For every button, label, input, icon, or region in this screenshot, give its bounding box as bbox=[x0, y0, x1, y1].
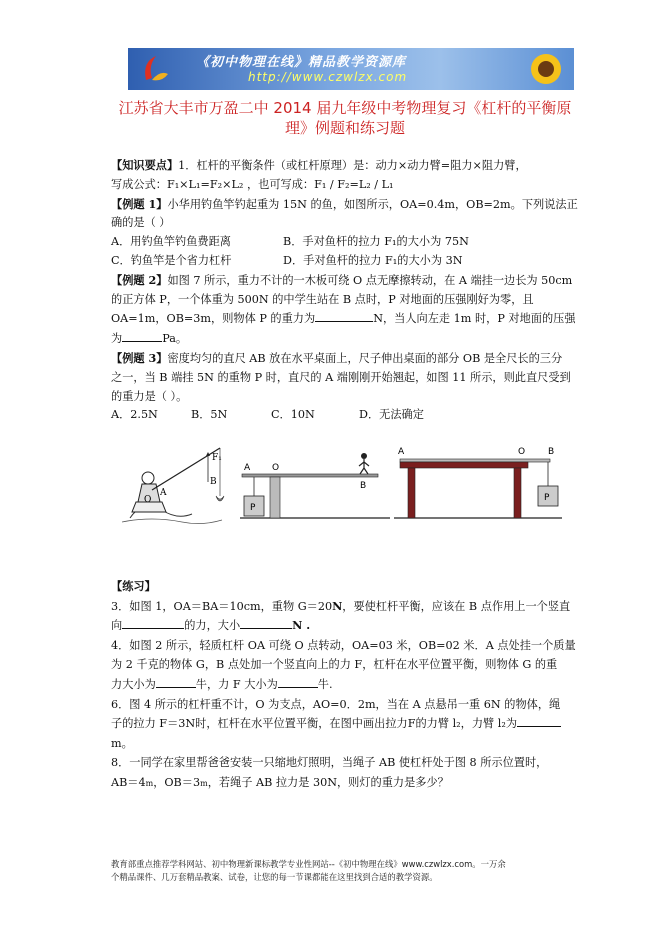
q3-text-b: ，要使杠杆平衡，应该在 B 点作用上一个竖直 bbox=[342, 599, 571, 613]
q3-text-d: 的力，大小 bbox=[184, 619, 241, 633]
fig2-label-b: B bbox=[360, 481, 367, 491]
ex2-tag: 【例题 2】 bbox=[111, 272, 168, 287]
practice-section bbox=[111, 577, 579, 794]
fig1-label-f1: F₁ bbox=[212, 453, 222, 463]
fig2-label-p: P bbox=[250, 503, 256, 513]
q8-unit-2: m bbox=[200, 778, 208, 788]
ex1-text-1: 小华用钓鱼竿钓起重为 15N 的鱼，如图所示，OA=0.4m，OB=2m。下列说法正 bbox=[167, 197, 578, 211]
ex2-line-2: 的正方体 P，一个体重为 500N 的中学生站在 B 点时，P 对地面的压强刚好为零，且 bbox=[111, 292, 534, 306]
ex1-options-row-1 bbox=[111, 233, 579, 252]
ex2-text-3a: OA=1m，OB=3m，则物体 P 的重力为 bbox=[111, 312, 316, 326]
q8-text-d: ，若绳子 AB 拉力是 30N，则灯的重力是多少？ bbox=[207, 775, 449, 789]
ex2-line-1 bbox=[111, 271, 579, 291]
q6-line-2 bbox=[111, 714, 579, 753]
fig1-label-o: O bbox=[144, 495, 152, 505]
q3-blank-2[interactable] bbox=[240, 616, 292, 629]
ruler-table-figure bbox=[394, 440, 562, 525]
q3-line-1 bbox=[111, 597, 579, 617]
ex1-line-1 bbox=[111, 195, 579, 215]
page-footer bbox=[111, 858, 581, 884]
footer-line-1: 教育部重点推荐学科网站、初中物理新课标教学专业性网站--《初中物理在线》www.czwlzx.com。一万余 bbox=[111, 859, 506, 869]
ex2-blank-2[interactable] bbox=[122, 329, 162, 342]
q3-text-e: N . bbox=[292, 618, 311, 633]
ex2-text-4b: Pa。 bbox=[162, 332, 188, 346]
q4-text-c: 力大小为 bbox=[111, 677, 156, 691]
ex3-line-2: 之一，当 B 端挂 5N 的重物 P 时，直尺的 A 端刚刚开始翘起，如图 11 所示，则此直尺受到 bbox=[111, 370, 571, 384]
page-title bbox=[110, 98, 580, 138]
knowledge-line-1 bbox=[111, 156, 579, 176]
q8-text-c: ，OB＝3 bbox=[153, 775, 201, 789]
footer-line-2: 个精品课件、几万套精品教案、试卷，让您的每一节课都能在这里找到合适的教学资源。 bbox=[111, 872, 438, 882]
q8-unit-1: m bbox=[145, 778, 154, 788]
q3-text-a: 3．如图 1，OA＝BA＝10cm，重物 G＝20 bbox=[111, 599, 333, 613]
ex3-options bbox=[111, 406, 579, 425]
practice-tag: 【练习】 bbox=[111, 579, 156, 593]
knowledge-line-2: 写成公式：F₁×L₁=F₂×L₂ ，也可写成：F₁ / F₂=L₂ / L₁ bbox=[111, 177, 394, 191]
ex1-line-2: 确的是（ ） bbox=[111, 216, 171, 230]
ex1-option-c: C．钓鱼竿是个省力杠杆 bbox=[111, 253, 232, 267]
q3-unit: N bbox=[332, 598, 343, 613]
fig3-label-p: P bbox=[544, 493, 550, 503]
q8-line-2 bbox=[111, 773, 579, 794]
q4-blank-1[interactable] bbox=[156, 675, 196, 688]
ex1-option-a: A．用钓鱼竿钓鱼费距离 bbox=[111, 235, 231, 249]
q4-line-3 bbox=[111, 675, 579, 695]
banner-title: 《初中物理在线》精品教学资源库 bbox=[196, 55, 407, 70]
q4-text-d: 牛，力 F 大小为 bbox=[195, 677, 278, 691]
ex3-tag: 【例题 3】 bbox=[111, 350, 168, 365]
fig1-label-a: A bbox=[160, 488, 167, 498]
ex2-line-3 bbox=[111, 309, 579, 329]
ex3-option-b: B．5N bbox=[191, 408, 228, 422]
ex1-option-b: B．手对鱼杆的拉力 F₁的大小为 75N bbox=[283, 235, 469, 249]
knowledge-tag: 【知识要点】 bbox=[111, 158, 179, 172]
title-line-1: 江苏省大丰市万盈二中 2014 届九年级中考物理复习《杠杆的平衡原 bbox=[118, 99, 572, 117]
ex3-option-a: A．2.5N bbox=[111, 408, 158, 422]
fishing-rod-figure bbox=[122, 440, 232, 525]
sunflower-icon bbox=[522, 50, 570, 88]
knowledge-text-1: 1．杠杆的平衡条件（或杠杆原理）是：动力×动力臂=阻力×阻力臂， bbox=[178, 159, 527, 172]
banner-url[interactable]: http://www.czwlzx.com bbox=[248, 70, 408, 84]
lever-person-figure bbox=[240, 440, 390, 525]
fig2-label-a: A bbox=[244, 463, 251, 473]
ex1-tag: 【例题 1】 bbox=[111, 196, 168, 211]
ex1-option-d: D．手对鱼杆的拉力 F₁的大小为 3N bbox=[283, 253, 463, 267]
site-logo-icon bbox=[138, 52, 172, 86]
ex3-line-1 bbox=[111, 349, 579, 369]
q6-text-c: m。 bbox=[111, 736, 133, 750]
fig2-label-o: O bbox=[272, 463, 280, 473]
q4-line-1: 4．如图 2 所示，轻质杠杆 OA 可绕 O 点转动，OA=03 米，OB=02 米．A 点处挂一个质量 bbox=[111, 638, 576, 652]
fig3-label-o: O bbox=[518, 447, 526, 457]
fig1-label-b: B bbox=[210, 477, 217, 487]
q3-blank-1[interactable] bbox=[122, 616, 184, 629]
header-banner bbox=[128, 48, 574, 90]
fig3-label-a: A bbox=[398, 447, 405, 457]
ex2-line-4 bbox=[111, 329, 579, 349]
q3-text-c: 向 bbox=[111, 619, 123, 633]
ex2-blank-1[interactable] bbox=[315, 309, 373, 322]
ex1-options-row-2 bbox=[111, 252, 579, 271]
ex3-option-c: C．10N bbox=[271, 408, 315, 422]
q4-text-e: 牛. bbox=[317, 677, 333, 691]
ex3-option-d: D．无法确定 bbox=[359, 408, 424, 422]
ex3-text-1: 密度均匀的直尺 AB 放在水平桌面上，尺子伸出桌面的部分 OB 是全尺长的三分 bbox=[167, 351, 563, 365]
ex2-text-3b: N，当人向左走 1m 时，P 对地面的压强 bbox=[373, 312, 576, 326]
ex2-text-1: 如图 7 所示，重力不计的一木板可绕 O 点无摩擦转动，在 A 端挂一边长为 50cm bbox=[167, 273, 573, 287]
q6-line-1: 6．图 4 所示的杠杆重不计，O 为支点，AO=0．2m，当在 A 点悬吊一重 6N 的物体，绳 bbox=[111, 697, 561, 711]
q8-line-1: 8．一同学在家里帮爸爸安装一只缩地灯照明，当绳子 AB 使杠杆处于图 8 所示位置时， bbox=[111, 756, 548, 770]
q6-blank-1[interactable] bbox=[517, 714, 561, 727]
q8-text-b: AB＝4 bbox=[111, 775, 146, 789]
q3-line-2 bbox=[111, 616, 579, 636]
fig3-label-b: B bbox=[548, 447, 555, 457]
ex3-line-3: 的重力是（ ）。 bbox=[111, 389, 188, 403]
q4-line-2: 为 2 千克的物体 G，B 点处加一个竖直向上的力 F，杠杆在水平位置平衡，则物体 G 的重 bbox=[111, 658, 558, 672]
title-line-2: 理》例题和练习题 bbox=[284, 119, 405, 137]
q6-text-b: 子的拉力 F＝3N时，杠杆在水平位置平衡，在图中画出拉力F的力臂 l₂，力臂 l₂为 bbox=[111, 717, 518, 731]
figures-row bbox=[122, 440, 562, 525]
q4-blank-2[interactable] bbox=[278, 675, 318, 688]
ex2-text-4a: 为 bbox=[111, 332, 123, 346]
main-content bbox=[111, 156, 579, 425]
